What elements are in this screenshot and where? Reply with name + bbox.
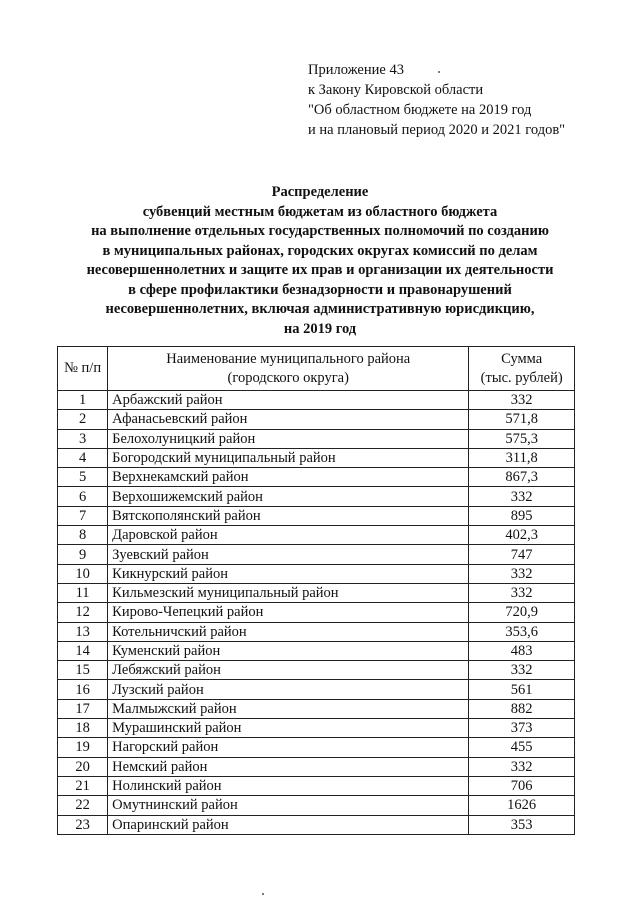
row-num: 16 [58,680,108,699]
table-row [58,719,575,738]
row-num: 4 [58,448,108,467]
appendix-header [308,60,565,140]
row-num: 20 [58,757,108,776]
row-name: Кирово-Чепецкий район [108,603,469,622]
table-row [58,506,575,525]
row-num: 2 [58,410,108,429]
header-name-line1: Наименование муниципального района [166,350,411,367]
row-sum: 332 [469,583,575,602]
row-name: Верхнекамский район [108,468,469,487]
row-name: Опаринский район [108,815,469,834]
table-header-row [58,347,575,391]
appendix-line: Приложение 43 [308,62,404,78]
row-sum: 455 [469,738,575,757]
row-name: Кильмезский муниципальный район [108,583,469,602]
row-num: 14 [58,641,108,660]
table-row [58,564,575,583]
row-num: 8 [58,526,108,545]
row-name: Лебяжский район [108,661,469,680]
row-sum: 483 [469,641,575,660]
table-row [58,622,575,641]
table-row [58,526,575,545]
row-sum: 706 [469,776,575,795]
row-num: 17 [58,699,108,718]
row-sum: 895 [469,506,575,525]
table-row [58,738,575,757]
row-sum: 332 [469,757,575,776]
appendix-line: "Об областном бюджете на 2019 год [308,102,532,118]
header-name [108,347,469,391]
row-num: 10 [58,564,108,583]
header-sum-line1: Сумма [501,350,543,367]
row-num: 22 [58,796,108,815]
title-line: на 2019 год [283,320,357,337]
row-num: 12 [58,603,108,622]
title-line: на выполнение отдельных государственных полномочий по созданию [91,223,549,239]
row-sum: 402,3 [469,526,575,545]
distribution-table [57,346,575,835]
header-sum [469,347,575,391]
row-name: Богородский муниципальный район [108,448,469,467]
document-title [0,183,640,339]
row-name: Верхошижемский район [108,487,469,506]
row-sum: 373 [469,719,575,738]
title-line: субвенций местным бюджетам из областного бюджета [142,203,498,220]
row-name: Омутнинский район [108,796,469,815]
row-sum: 332 [469,564,575,583]
scan-speck [262,893,264,895]
row-sum: 575,3 [469,429,575,448]
table-body [58,391,575,835]
table-row [58,796,575,815]
title-line: несовершеннолетних, включая административную юрисдикцию, [105,301,535,317]
row-num: 13 [58,622,108,641]
row-name: Немский район [108,757,469,776]
row-num: 1 [58,391,108,410]
table-row [58,641,575,660]
row-sum: 353 [469,815,575,834]
table-row [58,815,575,834]
table-row [58,448,575,467]
row-num: 21 [58,776,108,795]
row-name: Вятскополянский район [108,506,469,525]
table-row [58,680,575,699]
title-line: в муниципальных районах, городских округах комиссий по делам [102,242,538,259]
row-name: Кикнурский район [108,564,469,583]
row-name: Лузский район [108,680,469,699]
row-name: Котельничский район [108,622,469,641]
table-row [58,661,575,680]
row-sum: 867,3 [469,468,575,487]
table-row [58,603,575,622]
scan-speck [438,71,440,73]
title-line: несовершеннолетних и защите их прав и организации их деятельности [86,262,554,278]
row-name: Куменский район [108,641,469,660]
row-num: 7 [58,506,108,525]
table-row [58,583,575,602]
row-num: 19 [58,738,108,757]
table-row [58,410,575,429]
header-num: № п/п [58,347,108,391]
row-num: 18 [58,719,108,738]
row-sum: 571,8 [469,410,575,429]
row-num: 6 [58,487,108,506]
table-row [58,468,575,487]
row-num: 9 [58,545,108,564]
header-name-line2: (городского округа) [227,369,349,386]
row-num: 5 [58,468,108,487]
table-row [58,757,575,776]
row-num: 15 [58,661,108,680]
row-num: 3 [58,429,108,448]
row-sum: 353,6 [469,622,575,641]
row-name: Нолинский район [108,776,469,795]
appendix-line: и на плановый период 2020 и 2021 годов" [308,122,566,138]
row-name: Нагорский район [108,738,469,757]
row-sum: 332 [469,487,575,506]
table-row [58,545,575,564]
row-num: 11 [58,583,108,602]
row-name: Арбажский район [108,391,469,410]
title-line: в сфере профилактики безнадзорности и правонарушений [128,281,512,298]
table-row [58,776,575,795]
row-num: 23 [58,815,108,834]
table-row [58,429,575,448]
row-name: Малмыжский район [108,699,469,718]
appendix-line: к Закону Кировской области [308,82,484,98]
row-sum: 882 [469,699,575,718]
row-name: Афанасьевский район [108,410,469,429]
row-name: Зуевский район [108,545,469,564]
row-sum: 720,9 [469,603,575,622]
row-name: Мурашинский район [108,719,469,738]
row-sum: 332 [469,661,575,680]
table-row [58,391,575,410]
row-sum: 332 [469,391,575,410]
row-sum: 747 [469,545,575,564]
title-line: Распределение [271,184,369,200]
row-name: Белохолуницкий район [108,429,469,448]
row-sum: 311,8 [469,448,575,467]
row-name: Даровской район [108,526,469,545]
table-row [58,699,575,718]
row-sum: 1626 [469,796,575,815]
table-row [58,487,575,506]
header-sum-line2: (тыс. рублей) [480,369,563,386]
row-sum: 561 [469,680,575,699]
